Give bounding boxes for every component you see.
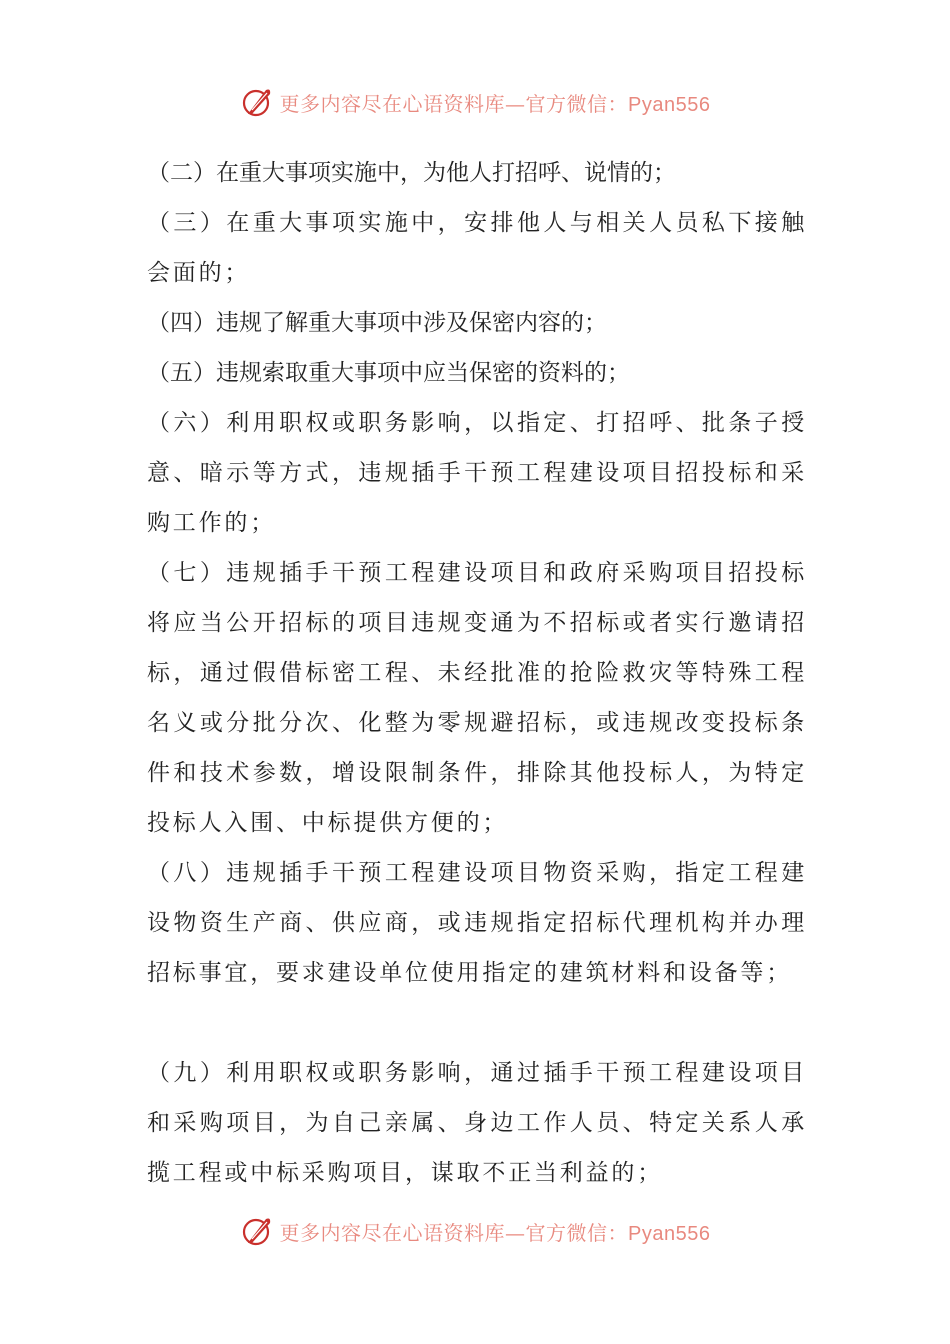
paragraph-item: （七）违规插手干预工程建设项目和政府采购项目招投标将应当公开招标的项目违规变通为不招标或者实行邀请招标，通过假借标密工程、未经批准的抢险救灾等特殊工程名义或分批分次、化整为零规避招标，或违规改变投标条件和技术参数，增设限制条件，排除其他投标人，为特定投标人入围、中标提供方便的； bbox=[147, 560, 807, 836]
quill-pen-circle-icon bbox=[240, 84, 276, 120]
paragraph-spacer bbox=[147, 998, 807, 1048]
quill-pen-circle-icon bbox=[240, 1213, 276, 1249]
footer-watermark-banner bbox=[0, 1211, 950, 1251]
paragraph-item: （四）违规了解重大事项中涉及保密内容的； bbox=[147, 310, 607, 336]
header-watermark-banner bbox=[0, 82, 950, 122]
document-body bbox=[147, 148, 807, 1198]
wechat-id: Pyan556 bbox=[628, 1222, 711, 1245]
wechat-id: Pyan556 bbox=[628, 93, 711, 116]
paragraph-item: （八）违规插手干预工程建设项目物资采购，指定工程建设物资生产商、供应商，或违规指定招标代理机构并办理招标事宜，要求建设单位使用指定的建筑材料和设备等； bbox=[147, 860, 807, 986]
banner-text: 更多内容尽在心语资料库—官方微信： bbox=[279, 1220, 629, 1245]
paragraph-item: （二）在重大事项实施中，为他人打招呼、说情的； bbox=[147, 160, 676, 186]
paragraph-item: （三）在重大事项实施中，安排他人与相关人员私下接触会面的； bbox=[147, 210, 807, 286]
paragraph-item: （五）违规索取重大事项中应当保密的资料的； bbox=[147, 360, 630, 386]
paragraph-item: （六）利用职权或职务影响，以指定、打招呼、批条子授意、暗示等方式，违规插手干预工程建设项目招投标和采购工作的； bbox=[147, 410, 807, 536]
paragraph-item: （九）利用职权或职务影响，通过插手干预工程建设项目和采购项目，为自己亲属、身边工作人员、特定关系人承揽工程或中标采购项目，谋取不正当利益的； bbox=[147, 1060, 807, 1186]
banner-text: 更多内容尽在心语资料库—官方微信： bbox=[279, 91, 629, 116]
